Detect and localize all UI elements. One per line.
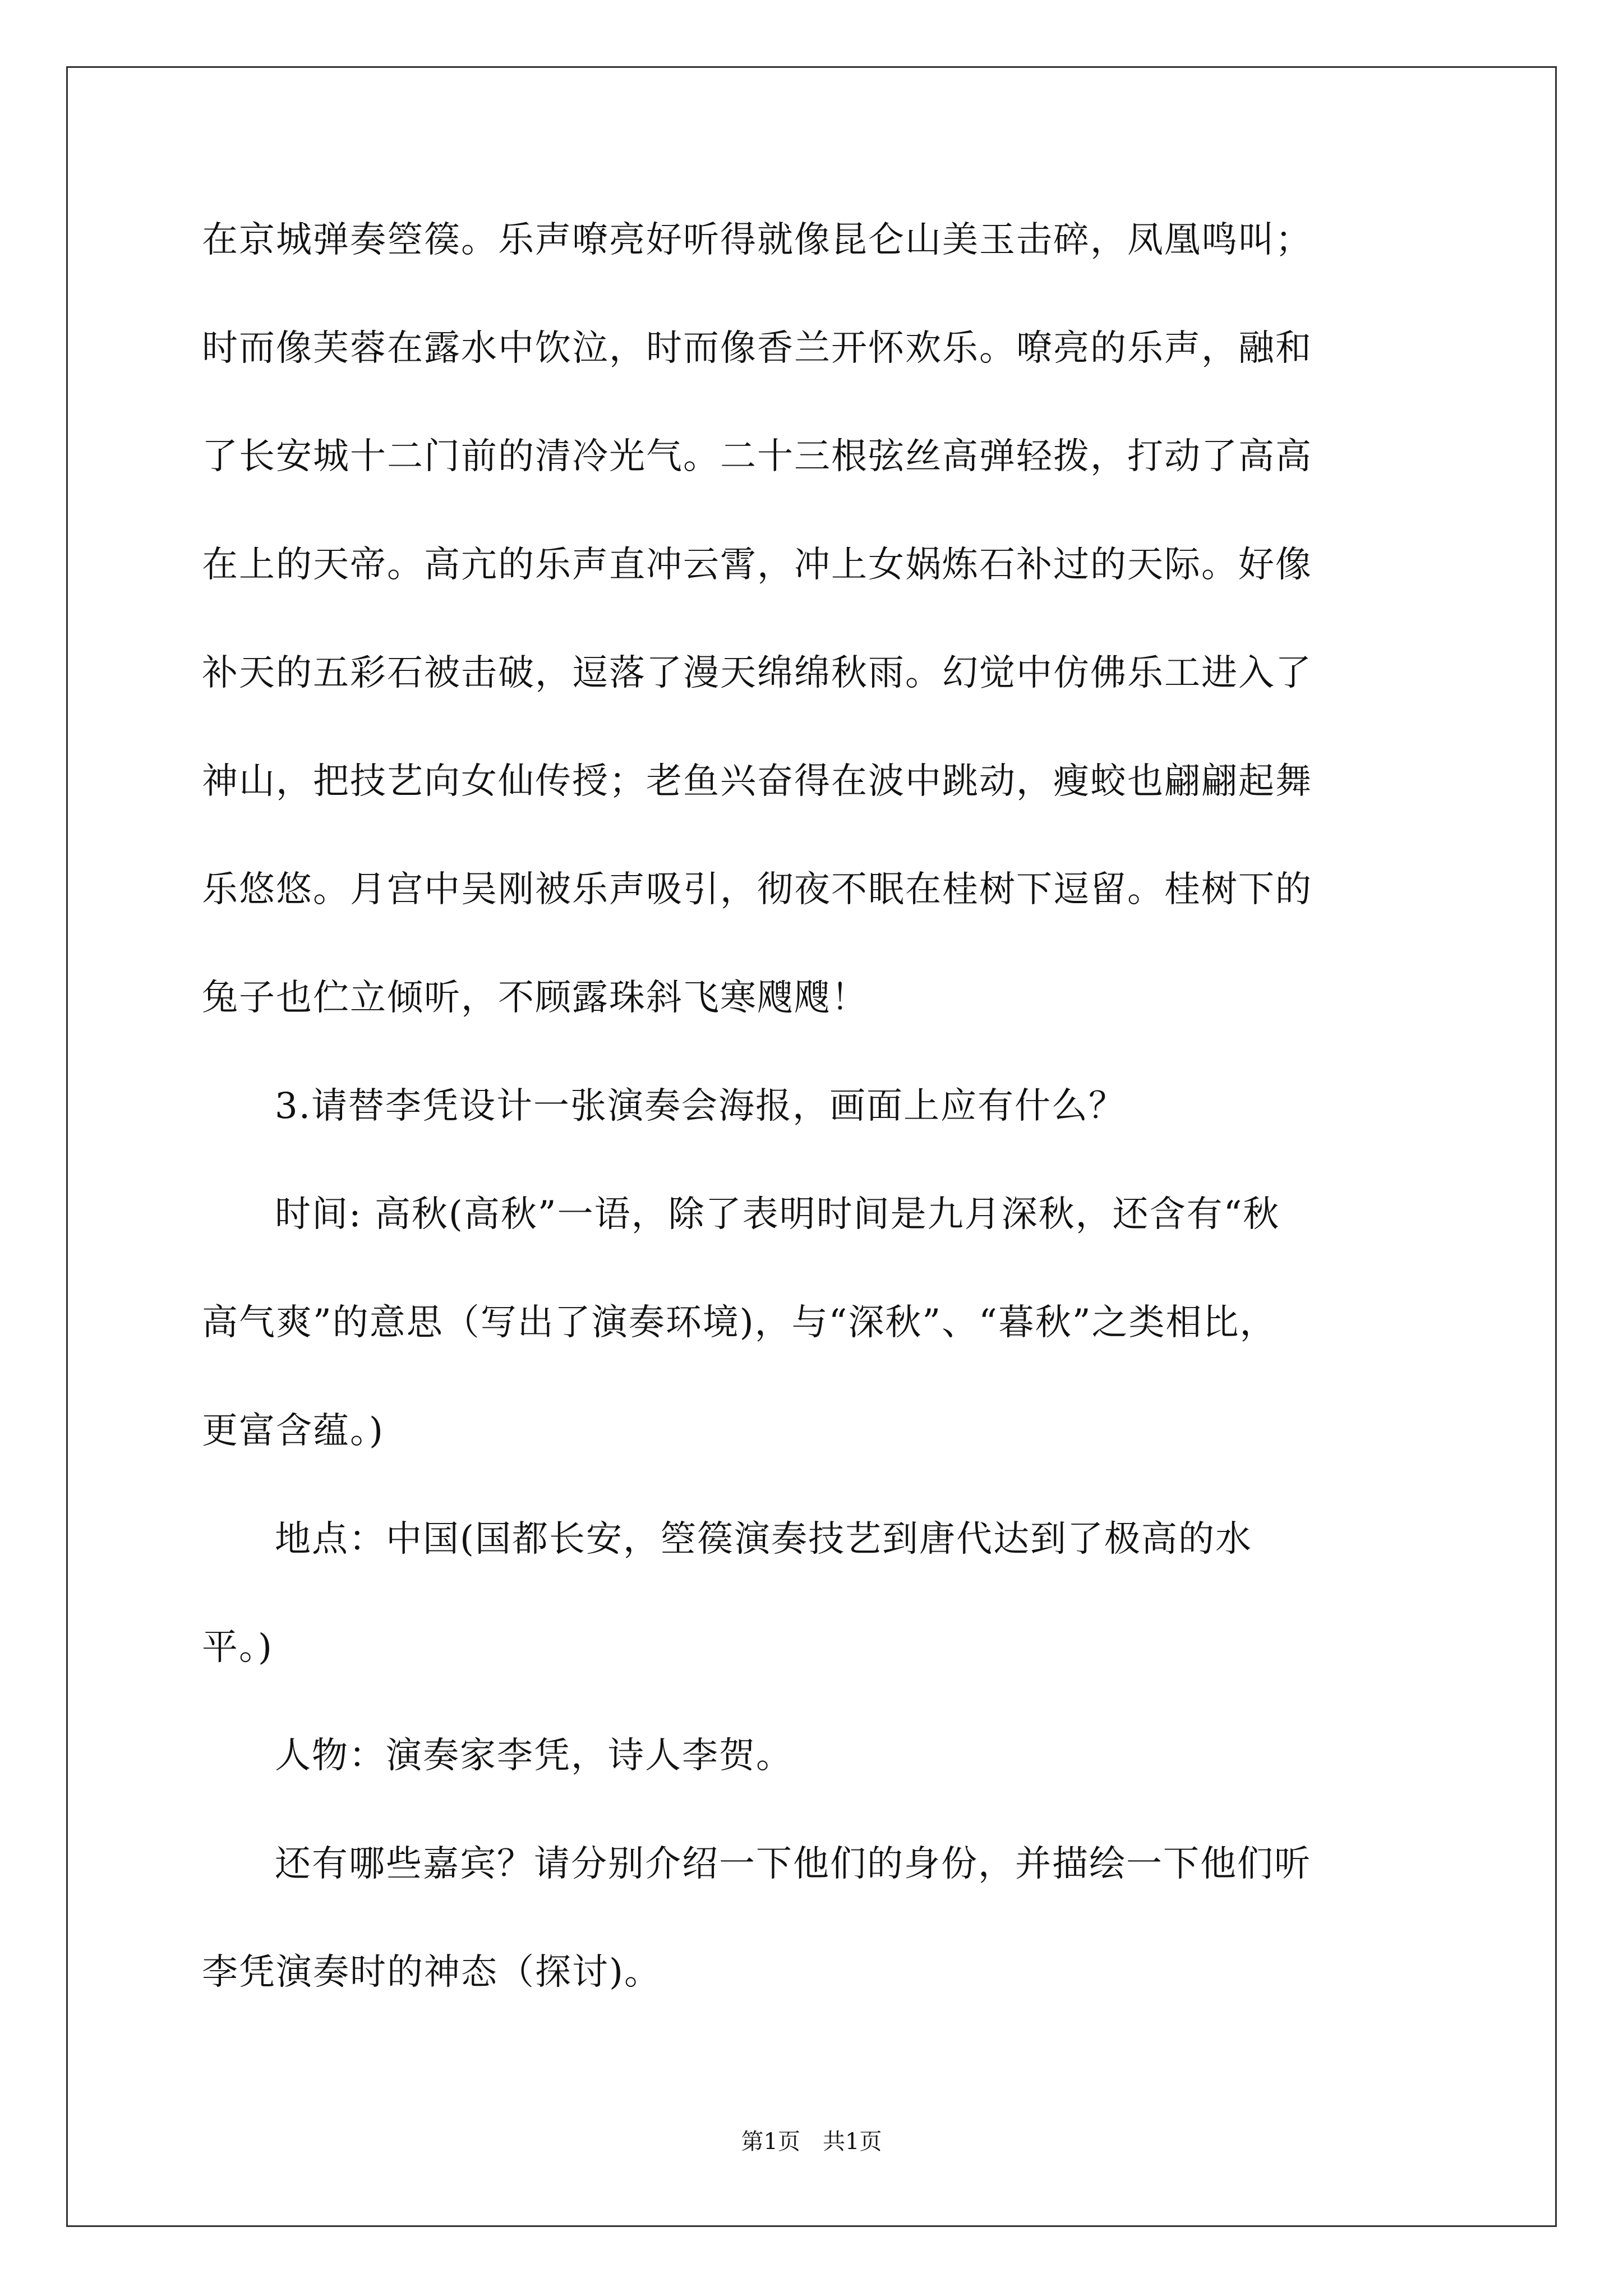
paragraph-line: 神山，把技艺向女仙传授；老鱼兴奋得在波中跳动，瘦蛟也翩翩起舞 [202,761,1312,802]
guests-question: 还有哪些嘉宾？请分别介绍一下他们的身份，并描绘一下他们听 [275,1843,1311,1885]
paragraph-line: 了长安城十二门前的清冷光气。二十三根弦丝高弹轻拨，打动了高高 [202,436,1312,477]
paragraph-line: 在京城弹奏箜篌。乐声嘹亮好听得就像昆仑山美玉击碎，凤凰鸣叫； [202,219,1312,261]
question-heading: 3.请替李凭设计一张演奏会海报，画面上应有什么？ [275,1085,1126,1127]
paragraph-line: 在上的天帝。高亢的乐声直冲云霄，冲上女娲炼石补过的天际。好像 [202,544,1312,586]
paragraph-line: 乐悠悠。月宫中吴刚被乐声吸引，彻夜不眠在桂树下逗留。桂树下的 [202,869,1312,910]
paragraph-line: 时而像芙蓉在露水中饮泣，时而像香兰开怀欢乐。嘹亮的乐声，融和 [202,328,1312,369]
paragraph-line: 补天的五彩石被击破，逗落了漫天绵绵秋雨。幻觉中仿佛乐工进入了 [202,652,1312,694]
paragraph-line: 高气爽”的意思（写出了演奏环境)，与“深秋”、“暮秋”之类相比， [202,1302,1277,1343]
paragraph-line: 兔子也伫立倾听，不顾露珠斜飞寒飕飕！ [202,977,868,1019]
document-body [202,213,1436,2054]
location-item: 地点：中国(国都长安，箜篌演奏技艺到唐代达到了极高的水 [275,1519,1252,1560]
paragraph-line: 李凭演奏时的神态（探讨)。 [202,1952,661,1993]
people-item: 人物：演奏家李凭，诗人李贺。 [275,1735,793,1777]
paragraph-line: 平。) [202,1627,273,1668]
paragraph-line: 更富含蕴。) [202,1410,384,1452]
time-item: 时间: 高秋(高秋”一语，除了表明时间是九月深秋，还含有“秋 [275,1194,1280,1235]
page-footer: 第1页 共1页 [741,2129,882,2155]
